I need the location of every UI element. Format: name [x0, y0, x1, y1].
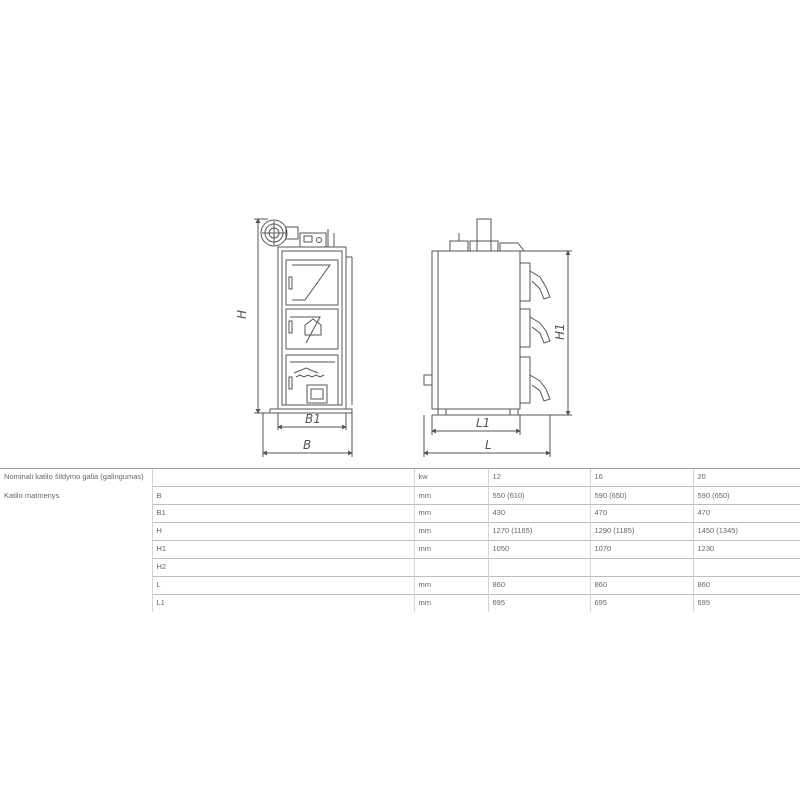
param-cell: B	[152, 487, 414, 505]
table-row	[0, 541, 800, 559]
dim-label-b1: B1	[305, 412, 321, 426]
param-cell: H2	[152, 559, 414, 577]
dim-label-b: B	[303, 438, 312, 452]
boiler-drawing-svg	[0, 205, 800, 460]
unit-cell: mm	[414, 577, 488, 595]
value-cell: 590 (650)	[590, 487, 693, 505]
value-cell: 860	[693, 577, 800, 595]
dim-label-h: H	[235, 309, 249, 319]
value-cell: 860	[488, 577, 590, 595]
value-cell: 1270 (1165)	[488, 523, 590, 541]
value-cell: 695	[693, 595, 800, 613]
side-upper-door	[520, 263, 530, 301]
side-lower-door	[520, 357, 530, 403]
side-middle-door	[520, 309, 530, 347]
value-cell: 470	[590, 505, 693, 523]
unit-cell: mm	[414, 523, 488, 541]
param-cell: B1	[152, 505, 414, 523]
power-unit: kw	[414, 469, 488, 487]
side-body-outline	[432, 251, 520, 409]
table-row	[0, 487, 800, 505]
power-value-20: 20	[693, 469, 800, 487]
value-cell: 1050	[488, 541, 590, 559]
value-cell: 470	[693, 505, 800, 523]
unit-cell: mm	[414, 595, 488, 613]
front-view	[254, 219, 352, 457]
side-view	[424, 219, 572, 457]
table-row	[0, 577, 800, 595]
unit-cell: mm	[414, 487, 488, 505]
chimney-flue	[477, 219, 491, 251]
value-cell: 550 (610)	[488, 487, 590, 505]
value-cell	[488, 559, 590, 577]
table-row	[0, 559, 800, 577]
value-cell	[590, 559, 693, 577]
value-cell: 695	[488, 595, 590, 613]
power-value-16: 16	[590, 469, 693, 487]
dimensions-group-label: Katilo matmenys	[4, 490, 60, 500]
table-row	[0, 595, 800, 613]
middle-door	[286, 309, 338, 349]
dim-label-l1: L1	[476, 416, 491, 430]
specifications-table	[0, 468, 800, 612]
dim-label-h1: H1	[553, 323, 567, 340]
value-cell: 860	[590, 577, 693, 595]
dim-label-l: L	[485, 438, 492, 452]
param-cell: L1	[152, 595, 414, 613]
ash-door	[307, 385, 327, 403]
table-row	[0, 505, 800, 523]
value-cell: 590 (650)	[693, 487, 800, 505]
power-label: Nominali katilo šildymo galia (galingumas)	[0, 469, 152, 487]
param-cell: H1	[152, 541, 414, 559]
param-cell: L	[152, 577, 414, 595]
boiler-technical-drawing	[0, 205, 800, 460]
unit-cell: mm	[414, 505, 488, 523]
value-cell: 1450 (1345)	[693, 523, 800, 541]
house-icon	[305, 319, 321, 335]
power-row	[0, 469, 800, 487]
param-cell: H	[152, 523, 414, 541]
power-value-12: 12	[488, 469, 590, 487]
unit-cell	[414, 559, 488, 577]
value-cell	[693, 559, 800, 577]
value-cell: 430	[488, 505, 590, 523]
power-param	[152, 469, 414, 487]
table-row	[0, 523, 800, 541]
value-cell: 1290 (1185)	[590, 523, 693, 541]
upper-door	[286, 260, 338, 305]
value-cell: 1070	[590, 541, 693, 559]
value-cell: 695	[590, 595, 693, 613]
unit-cell: mm	[414, 541, 488, 559]
value-cell: 1230	[693, 541, 800, 559]
